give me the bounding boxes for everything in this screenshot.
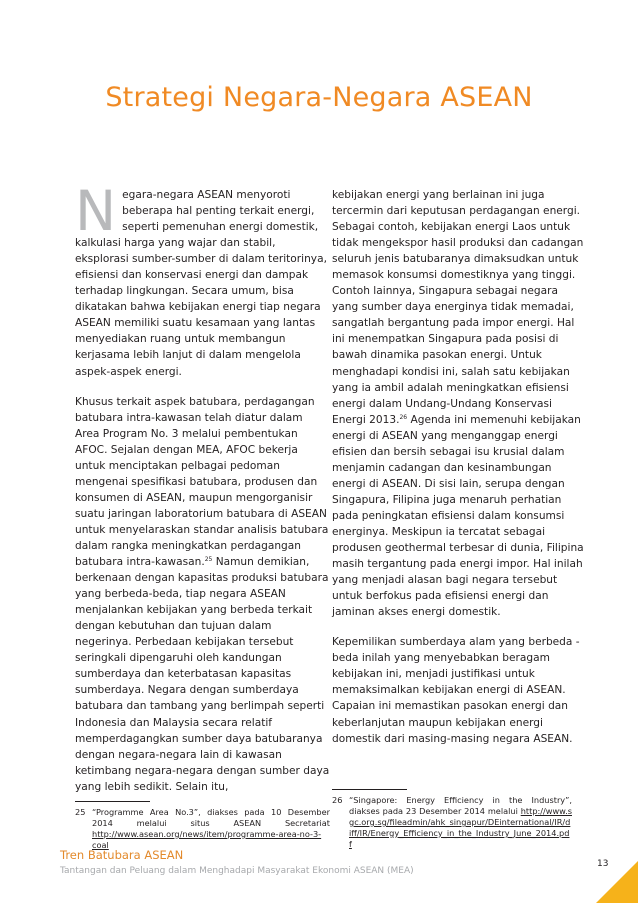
- corner-accent: [596, 861, 638, 903]
- coal-text-b: Namun demikian, berkenaan dengan kapasitas produksi batubara yang berbeda-beda, tiap negara ASEAN menjalankan kebijakan yang berbeda terkait dengan kebutuhan dan tujuan dalam negerinya. Perbedaan kebijakan tersebut seringkali dipengaruhi oleh kandungan sumberdaya dan keterbatasan kapasitas sumberdaya. Negara dengan sumberdaya batubara dan tambang yang berlimpah seperti Indonesia dan Malaysia secara relatif memperdagangkan sumber daya batubaranya dengan negara-negara lain di kawasan ketimbang negara-negara dengan sumber daya yang lebih sedikit. Selain itu,: [75, 556, 330, 793]
- footnote-divider-right: [332, 789, 407, 790]
- footnote-number: 26: [332, 795, 343, 805]
- footnote-25: [75, 807, 330, 851]
- resources-paragraph: Kepemilikan sumberdaya alam yang berbeda -beda inilah yang menyebabkan beragam kebijakan ini, menjadi justifikasi untuk memaksimalkan kebijakan energi di ASEAN. Capaian ini memastikan pasokan energi dan keberlanjutan maupun kebijakan energi domestik dari masing-masing negara ASEAN.: [332, 636, 580, 745]
- policy-text-a: kebijakan energi yang berlainan ini juga tercermin dari keputusan perdagangan energi. Sebagai contoh, kebijakan energi Laos untuk tidak mengekspor hasil produksi dan cadangan seluruh jenis batubaranya dimaksudkan untuk memasok konsumsi domestiknya yang tinggi. Contoh lainnya, Singapura sebagai negara yang sumber daya energinya tidak memadai, sangatlah bergantung pada impor energi. Hal ini menempatkan Singapura pada posisi di bawah dinamika pasokan energi. Untuk menghadapi kondisi ini, salah satu kebijakan yang ia ambil adalah meningkatkan efisiensi energi dalam Undang-Undang Konservasi Energi 2013.: [332, 189, 584, 426]
- dropcap-letter: N: [75, 179, 117, 243]
- footnote-26: [332, 795, 572, 850]
- intro-text: egara-negara ASEAN menyoroti beberapa hal penting terkait energi, seperti pemenuhan energi domestik, kalkulasi harga yang wajar dan stabil, eksplorasi sumber-sumber di dalam teritorinya, efisiensi dan konservasi energi dan dampak terhadap lingkungan. Secara umum, bisa dikatakan bahwa kebijakan energi tiap negara ASEAN memiliki suatu kesamaan yang lantas menyediakan ruang untuk membangun kerjasama lebih lanjut di dalam mengelola aspek-aspek energi.: [75, 189, 327, 378]
- coal-paragraph: [75, 394, 330, 795]
- policy-paragraph: [332, 187, 587, 620]
- footer-title: Tren Batubara ASEAN: [60, 848, 184, 862]
- policy-text-b: Agenda ini memenuhi kebijakan energi di ASEAN yang menganggap energi efisien dan bersih sebagai isu krusial dalam menjamin cadangan dan kesinambungan energi di ASEAN. Di sisi lain, serupa dengan Singapura, Filipina juga menaruh perhatian pada peningkatan efisiensi dalam konsumsi energinya. Meskipun ia tercatat sebagai produsen geothermal terbesar di dunia, Filipina masih tergantung pada energi impor. Hal inilah yang menjadi alasan bagi negara tersebut untuk berfokus pada efisiensi energi dan jaminan akses energi domestik.: [332, 413, 584, 619]
- footnote-ref-26[interactable]: 26: [399, 413, 408, 421]
- footnote-number: 25: [75, 807, 86, 817]
- footnote-text: “Programme Area No.3”, diakses pada 10 Desember 2014 melalui situs ASEAN Secretariat: [92, 807, 330, 828]
- footnote-divider-left: [75, 801, 150, 802]
- right-column: [332, 187, 587, 747]
- footnote-link[interactable]: http://www.asean.org/news/item/programme-area-no-3-coal: [92, 829, 322, 850]
- page-title: Strategi Negara-Negara ASEAN: [105, 82, 533, 113]
- left-column: [75, 179, 330, 795]
- footnote-text: “Singapore: Energy Efficiency in the Industry”, diakses pada 23 Desember 2014 melalui: [349, 795, 572, 816]
- footnote-link[interactable]: http://www.sgc.org.sg/fileadmin/ahk_singapur/DEinternational/IR/diff/IR/Energy_Efficiency_in_the_Industry_June_2014.pdf: [349, 806, 572, 849]
- coal-text-a: Khusus terkait aspek batubara, perdagangan batubara intra-kawasan telah diatur dalam Area Program No. 3 melalui pembentukan AFOC. Sejalan dengan MEA, AFOC bekerja untuk menciptakan pelbagai pedoman mengenai spesifikasi batubara, produsen dan konsumen di ASEAN, maupun mengorganisir suatu jaringan laboratorium batubara di ASEAN untuk menyelaraskan standar analisis batubara dalam rangka meningkatkan perdagangan batubara intra-kawasan.: [75, 395, 329, 569]
- footer-subtitle: Tantangan dan Peluang dalam Menghadapi Masyarakat Ekonomi ASEAN (MEA): [60, 866, 414, 876]
- intro-paragraph: [75, 179, 330, 380]
- page-number: 13: [597, 859, 609, 869]
- footnote-ref-25[interactable]: 25: [204, 556, 213, 564]
